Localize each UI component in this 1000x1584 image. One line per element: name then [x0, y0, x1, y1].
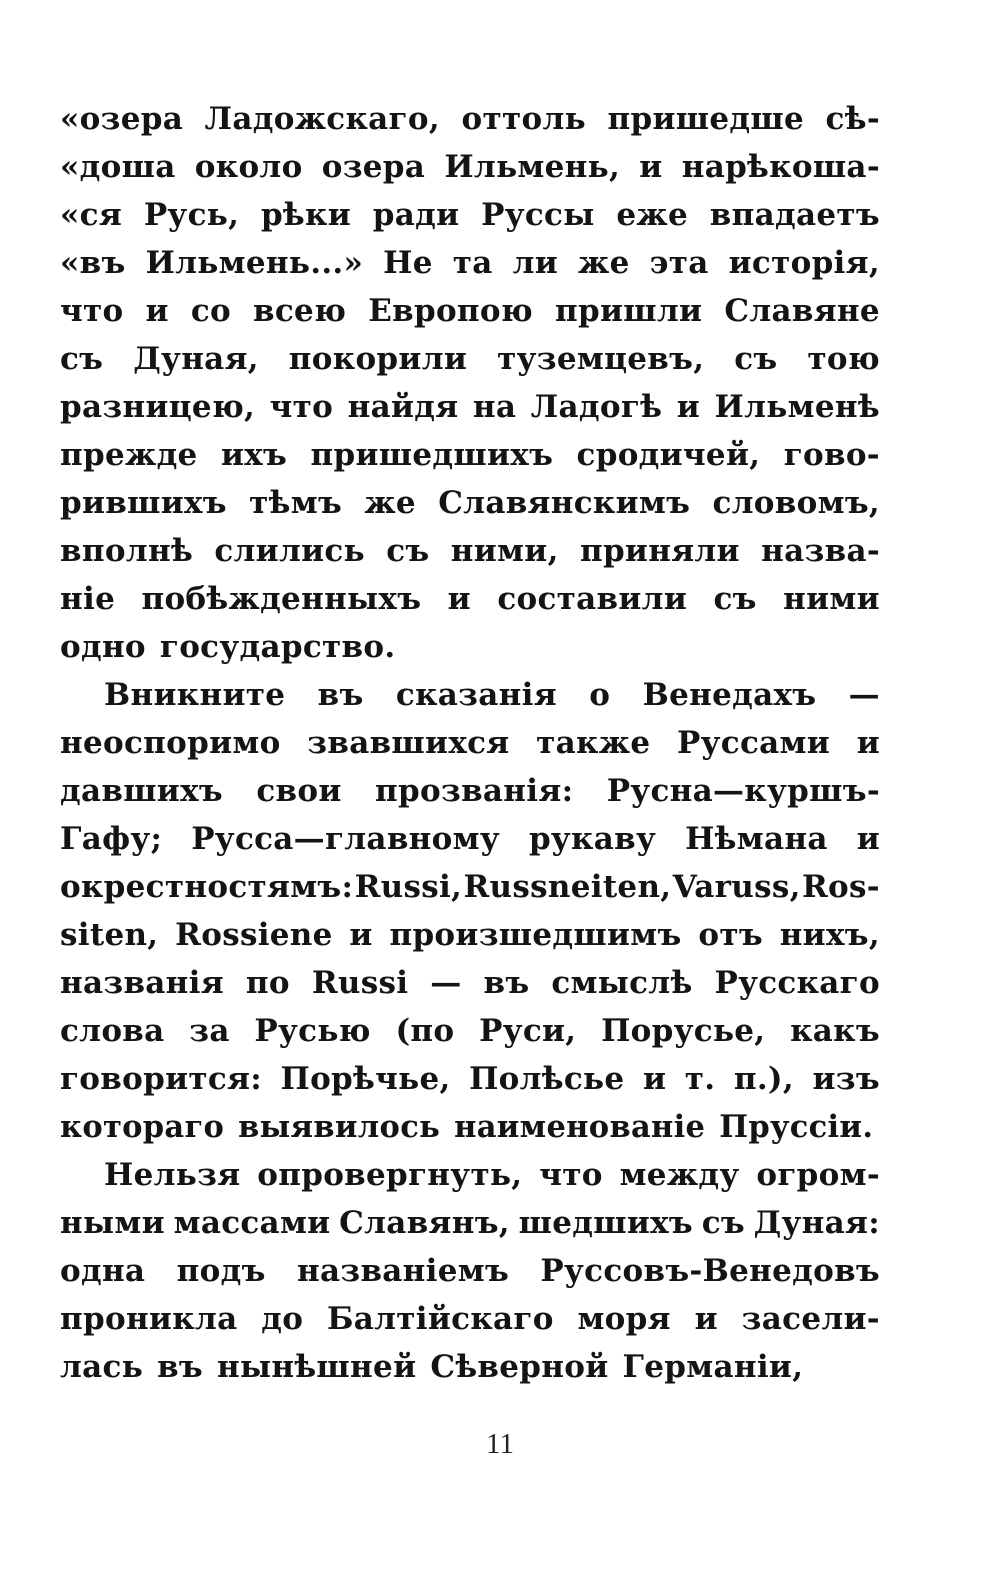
text-line: одно государство.	[60, 629, 396, 665]
text-line: «доша около озера Ильмень, и нарѣкоша-	[60, 149, 880, 185]
text-line: прежде ихъ пришедшихъ сродичей, гово-	[60, 437, 880, 473]
text-line: что и со всею Европою пришли Славяне	[60, 293, 880, 329]
text-line: «въ Ильмень...» Не та ли же эта исторія,	[60, 245, 880, 281]
text-line: съ Дуная, покорили туземцевъ, съ тою	[60, 341, 880, 377]
text-line: siten, Rossiene и произшедшимъ отъ нихъ,	[60, 917, 880, 953]
text-line: Нельзя опровергнуть, что между огром-	[104, 1157, 880, 1193]
body-text	[60, 95, 880, 1391]
text-line: вполнѣ слились съ ними, приняли назва-	[60, 533, 880, 569]
text-line: Вникните въ сказанія о Венедахъ —	[104, 677, 880, 713]
text-line: «озера Ладожскаго, оттоль пришедше сѣ-	[60, 101, 880, 137]
page-number: 11	[486, 1428, 514, 1460]
text-line: неоспоримо звавшихся также Руссами и	[60, 725, 880, 761]
text-line: одна подъ названіемъ Руссовъ-Венедовъ	[60, 1253, 880, 1289]
text-line: проникла до Балтійскаго моря и засели-	[60, 1301, 880, 1337]
text-line: говорится: Порѣчье, Полѣсье и т. п.), изъ	[60, 1061, 880, 1097]
text-line: котораго выявилось наименованіе Пруссіи.	[60, 1109, 874, 1145]
text-line: рившихъ тѣмъ же Славянскимъ словомъ,	[60, 485, 880, 521]
text-line: лась въ нынѣшней Сѣверной Германіи,	[60, 1349, 804, 1385]
text-line: окрестностямъ: Russi, Russneiten, Varuss, Ros-	[60, 869, 880, 905]
text-line: давшихъ свои прозванія: Русна—куршъ-	[60, 773, 880, 809]
text-line: названія по Russi — въ смыслѣ Русскаго	[60, 965, 880, 1001]
text-line: ніе побѣжденныхъ и составили съ ними	[60, 581, 880, 617]
text-line: слова за Русью (по Руси, Порусье, какъ	[60, 1013, 880, 1049]
text-line: Гафу; Русса—главному рукаву Нѣмана и	[60, 821, 880, 857]
text-line: ными массами Славянъ, шедшихъ съ Дуная:	[60, 1205, 880, 1241]
text-line: разницею, что найдя на Ладогѣ и Ильменѣ	[60, 389, 880, 425]
text-line: «ся Русь, рѣки ради Руссы еже впадаетъ	[60, 197, 880, 233]
